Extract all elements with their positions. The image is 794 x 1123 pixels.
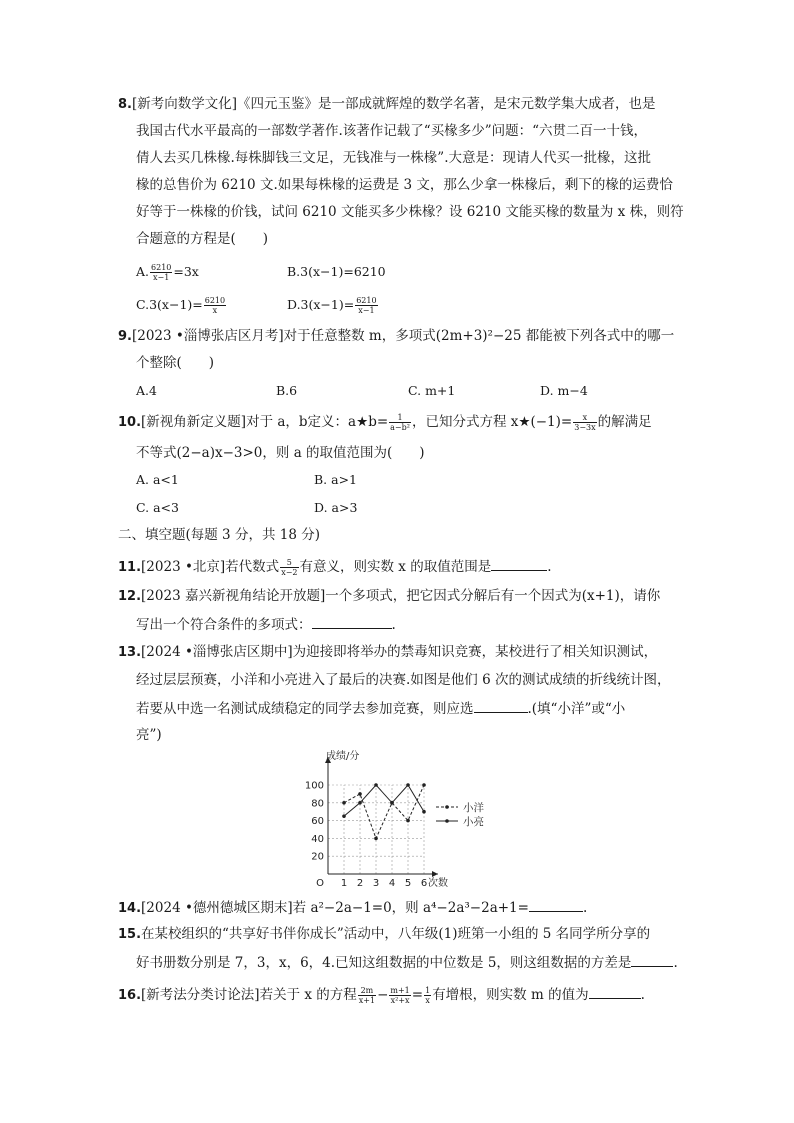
fraction-denominator: x	[425, 996, 430, 1005]
q16-fraction-2	[389, 986, 410, 1005]
fraction-numerator: m+1	[390, 986, 410, 995]
q15-number: 15.	[118, 927, 142, 942]
q12-end: .	[391, 617, 396, 633]
x-tick-label: 6	[420, 878, 428, 889]
q13-line-1	[118, 642, 657, 663]
q12-line-2	[136, 614, 396, 635]
q8-text-6: 合题意的方程是( )	[136, 231, 269, 247]
data-point	[342, 814, 346, 818]
q8-text-5: 好等于一株椽的价钱，试问 6210 文能买多少株椽？设 6210 文能买椽的数量为 x 株，则符	[136, 204, 684, 220]
q15-end: .	[673, 955, 678, 971]
q10-option-a: A. a<1	[136, 472, 179, 487]
q8-option-c-fraction	[204, 296, 226, 315]
fraction-numerator: 1	[425, 986, 431, 995]
q13-text-1: [2024 •淄博张店区期中]为迎接即将举办的禁毒知识竞赛，某校进行了相关知识测试，	[141, 644, 658, 660]
fraction-numerator: 2m	[358, 986, 376, 996]
q10-option-c: C. a<3	[136, 500, 179, 515]
x-tick-label: 5	[404, 878, 412, 889]
q10-text-2: 不等式(2−a)x−3>0，则 a 的取值范围为( )	[136, 445, 425, 461]
q12-text-2: 写出一个符合条件的多项式：	[136, 617, 312, 633]
q10-option-b: B. a>1	[314, 472, 358, 487]
q10-text-c: 的解满足	[597, 414, 652, 430]
legend-label: 小亮	[463, 816, 484, 828]
q8-text-3: 倩人去买几株椽.每株脚钱三文足，无钱准与一株椽”.大意是：现请人代买一批椽，这批	[136, 150, 651, 166]
q16-end: .	[640, 987, 645, 1003]
q8-line-1	[118, 94, 656, 115]
q13-text-4: 亮”)	[136, 727, 162, 743]
fraction-numerator: 5	[280, 558, 298, 568]
fraction-numerator: 6210	[356, 296, 377, 305]
x-axis-label: 次数	[428, 878, 448, 889]
q16-equals: =	[411, 987, 424, 1003]
q9-option-b: B.6	[276, 383, 298, 398]
q14-text: [2024 •德州德城区期末]若 a²−2a−1=0，则 a⁴−2a³−2a+1=	[141, 900, 529, 916]
q11-text-b: 有意义，则实数 x 的取值范围是	[299, 559, 492, 575]
q14-answer-blank[interactable]	[529, 897, 583, 912]
q8-text-4: 椽的总售价为 6210 文.如果每株椽的运费是 3 文，那么少拿一株椽后，剩下的椽的运费恰	[136, 177, 673, 193]
q13-answer-blank[interactable]	[474, 698, 528, 713]
q11-fraction	[280, 558, 298, 577]
fraction-denominator: x−2	[281, 568, 298, 577]
data-point	[390, 801, 394, 805]
q15-text-2: 好书册数分别是 7，3，x，6，4.已知这组数据的中位数是 5，则这组数据的方差是	[136, 955, 632, 971]
question-16	[118, 984, 645, 1006]
x-tick-label: 4	[388, 878, 396, 889]
series-line-xiaoliang	[344, 785, 424, 816]
q12-answer-blank[interactable]	[312, 614, 392, 629]
q9-text-1: [2023 •淄博张店区月考]对于任意整数 m，多项式(2m+3)²−25 都能被下列各式中的哪一	[131, 328, 675, 344]
data-point	[374, 837, 378, 841]
q8-option-d	[287, 295, 379, 315]
q16-fraction-1	[358, 986, 376, 1005]
q12-number: 12.	[118, 589, 142, 604]
q8-option-c	[136, 295, 227, 315]
q11-text-a: [2023 •北京]若代数式	[141, 559, 280, 575]
q16-text-a: [新考法分类讨论法]若关于 x 的方程	[141, 987, 357, 1003]
fraction-denominator: x+1	[358, 996, 376, 1005]
q15-answer-blank[interactable]	[631, 952, 673, 967]
q10-fraction-2	[573, 413, 596, 432]
q16-fraction-3	[424, 986, 431, 1005]
q8-option-b: B.3(x−1)=6210	[287, 264, 386, 279]
q16-minus: −	[377, 987, 389, 1003]
data-point	[358, 792, 362, 796]
q10-option-d: D. a>3	[314, 500, 358, 515]
fraction-numerator: 6210	[151, 263, 172, 272]
origin-label: O	[316, 878, 324, 889]
q8-text-1: [新考向数学文化]《四元玉鉴》是一部成就辉煌的数学名著，是宋元数学集大成者，也是	[131, 96, 656, 112]
fraction-denominator: x−1	[358, 306, 375, 315]
x-axis-arrow	[432, 871, 438, 877]
data-point	[422, 810, 426, 814]
q8-option-a-rest: =3x	[173, 264, 199, 279]
q13-line-3	[136, 698, 625, 719]
q11-number: 11.	[118, 560, 142, 575]
q14-number: 14.	[118, 901, 142, 916]
q13-text-3-end: .(填“小洋”或“小	[527, 701, 626, 717]
q15-text-1: 在某校组织的“共享好书伴你成长”活动中，八年级(1)班第一小组的 5 名同学所分享的	[141, 926, 651, 942]
data-point	[422, 783, 426, 787]
score-line-chart	[286, 747, 506, 889]
y-tick-label: 100	[304, 780, 324, 792]
q9-option-d: D. m−4	[540, 383, 588, 398]
q12-line-1	[118, 586, 660, 607]
y-axis-label: 成绩/分	[326, 751, 360, 762]
legend-marker	[445, 805, 449, 809]
legend-marker	[445, 819, 449, 823]
q8-option-a-fraction	[150, 263, 172, 282]
q12-text-1: [2023 嘉兴新视角结论开放题]一个多项式，把它因式分解后有一个因式为(x+1)，请你	[141, 588, 661, 604]
fraction-denominator: x−1	[153, 273, 170, 282]
q13-text-3: 若要从中选一名测试成绩稳定的同学去参加竞赛，则应选	[136, 701, 474, 717]
q8-option-d-label: D.3(x−1)=	[287, 297, 355, 312]
q8-option-a	[136, 262, 199, 282]
q10-fraction-1	[389, 413, 411, 432]
data-point	[406, 783, 410, 787]
q9-option-a: A.4	[136, 383, 157, 398]
q8-number: 8.	[118, 97, 132, 112]
q16-text-b: 有增根，则实数 m 的值为	[432, 987, 589, 1003]
data-point	[342, 801, 346, 805]
q14-end: .	[582, 900, 588, 916]
y-tick-label: 40	[311, 833, 324, 845]
q15-line-1	[118, 924, 650, 945]
legend-label: 小洋	[463, 802, 484, 814]
section-heading-fill-in: 二、填空题(每题 3 分，共 18 分)	[118, 527, 320, 543]
fraction-denominator: a−b²	[390, 423, 410, 432]
x-tick-label: 3	[372, 878, 380, 889]
data-point	[358, 801, 362, 805]
q9-option-c: C. m+1	[408, 383, 456, 398]
q11-end: .	[547, 559, 552, 575]
data-point	[374, 783, 378, 787]
y-tick-label: 20	[311, 851, 324, 863]
y-tick-label: 80	[311, 798, 324, 810]
q10-text-a: [新视角新定义题]对于 a，b定义：a★b=	[141, 414, 389, 430]
q9-number: 9.	[118, 329, 132, 344]
q13-number: 13.	[118, 645, 142, 660]
q8-option-c-label: C.3(x−1)=	[136, 297, 203, 312]
q16-answer-blank[interactable]	[589, 984, 641, 999]
fraction-numerator: 6210	[204, 296, 226, 305]
y-tick-label: 60	[311, 816, 324, 828]
fraction-denominator: 3−3x	[574, 423, 596, 432]
q8-text-2: 我国古代水平最高的一部数学著作.该著作记载了“买椽多少”问题：“六贯二百一十钱，	[136, 123, 647, 139]
fraction-denominator: x	[212, 306, 218, 315]
q10-line-1	[118, 412, 652, 433]
q8-option-d-fraction	[355, 296, 377, 315]
fraction-denominator: x²+x	[390, 996, 410, 1005]
fraction-numerator: x	[573, 413, 596, 423]
series-line-xiaoyang	[344, 785, 424, 838]
q10-number: 10.	[118, 415, 142, 430]
fraction-numerator: 1	[389, 413, 411, 423]
q10-text-b: ，已知分式方程 x★(−1)=	[411, 414, 573, 430]
q16-number: 16.	[118, 988, 142, 1003]
q11-answer-blank[interactable]	[491, 556, 547, 571]
q15-line-2	[136, 952, 678, 973]
q8-option-a-label: A.	[136, 264, 150, 279]
question-11	[118, 556, 552, 578]
x-tick-label: 1	[340, 878, 348, 889]
question-14	[118, 897, 587, 919]
q9-text-2: 个整除( )	[136, 355, 215, 371]
q13-text-2: 经过层层预赛，小洋和小亮进入了最后的决赛.如图是他们 6 次的测试成绩的折线统计图，	[136, 672, 671, 688]
x-tick-label: 2	[356, 878, 364, 889]
q9-line-1	[118, 326, 674, 347]
data-point	[406, 819, 410, 823]
